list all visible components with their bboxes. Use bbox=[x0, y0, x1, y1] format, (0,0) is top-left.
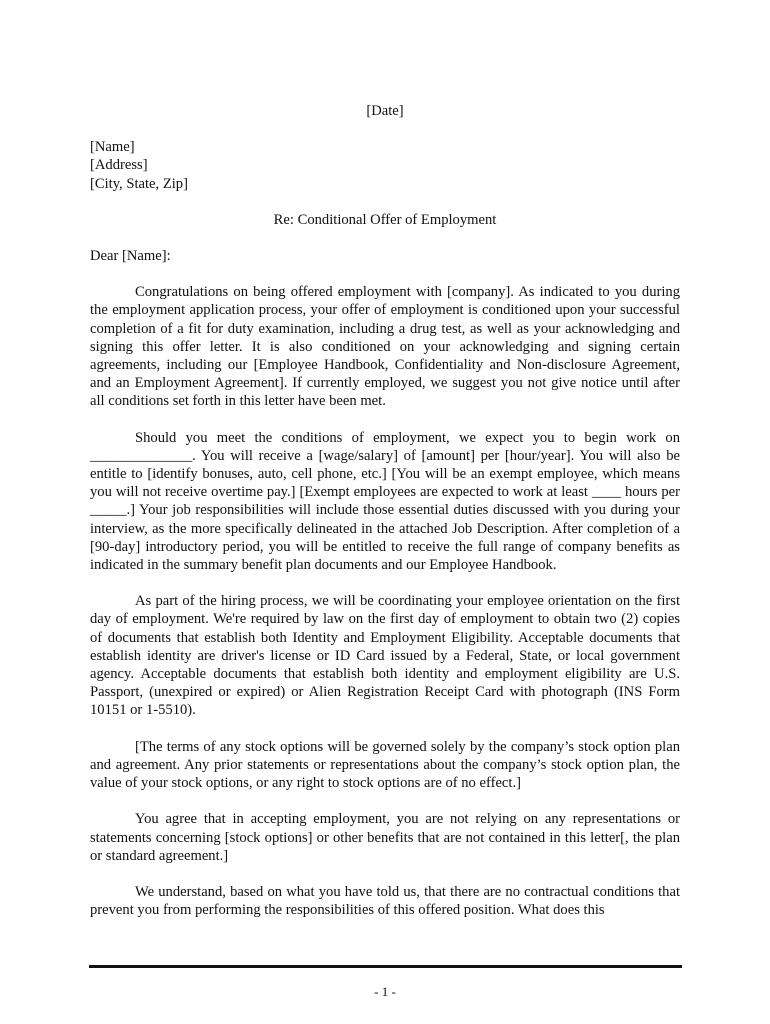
paragraph-conditions: Should you meet the conditions of employment, we expect you to begin work on ______________. You will receive a [wage/salary] of [amount] per [hour/year]. You will also be entitle to [identify bonuses, auto, cell phone, etc.] [You will be an exempt employee, which means you will not receive overtime pay.] [Exempt employees are expected to work at least ____ hours per _____.] Your job responsibilities will include those essential duties discussed with you during your interview, as the more specifically delineated in the attached Job Description. After completion of a [90-day] introductory period, you will be entitled to receive the full range of company benefits as indicated in the summary benefit plan documents and our Employee Handbook. bbox=[90, 429, 680, 574]
paragraph-stock-options: [The terms of any stock options will be governed solely by the company’s stock option plan and agreement. Any prior statements or representations about the company’s stock option plan, the value of your stock options, or any right to stock options are of no effect.] bbox=[90, 738, 680, 792]
subject-line: Re: Conditional Offer of Employment bbox=[273, 211, 497, 228]
letter-body bbox=[90, 102, 680, 937]
paragraph-representations: You agree that in accepting employment, you are not relying on any representations or statements concerning [stock options] or other benefits that are not contained in this letter[, the plan or standard agreement.] bbox=[90, 811, 680, 864]
recipient-address-block bbox=[90, 138, 680, 193]
recipient-name: [Name] bbox=[90, 139, 135, 156]
footer-divider bbox=[89, 965, 682, 968]
paragraph-contractual-conditions: We understand, based on what you have told us, that there are no contractual conditions that prevent you from performing the responsibilities of this offered position. What does this bbox=[90, 883, 680, 919]
paragraph-congratulations: Congratulations on being offered employment with [company]. As indicated to you during the employment application process, your offer of employment is conditioned upon your successful completion of a fit for duty examination, including a drug test, as well as your acknowledging and signing this offer letter. It is also conditioned on your acknowledging and signing certain agreements, including our [Employee Handbook, Confidentiality and Non-disclosure Agreement, and an Employment Agreement]. If currently employed, we suggest you not give notice until after all conditions set forth in this letter have been met. bbox=[90, 284, 680, 410]
recipient-address: [Address] bbox=[90, 157, 148, 174]
paragraph-hiring-process: As part of the hiring process, we will be coordinating your employee orientation on the first day of employment. We're required by law on the first day of employment to obtain two (2) copies of documents that establish both Identity and Employment Eligibility. Acceptable documents that establish identity are driver's license or ID Card issued by a Federal, State, or local government agency. Acceptable documents that establish both identity and employment eligibility are U.S. Passport, (unexpired or expired) or Alien Registration Receipt Card with photograph (INS Form 10151 or 1-5510). bbox=[90, 593, 680, 719]
recipient-city-state-zip: [City, State, Zip] bbox=[90, 175, 188, 192]
page-number: - 1 - bbox=[374, 984, 396, 999]
letter-date: [Date] bbox=[366, 103, 404, 119]
salutation: Dear [Name]: bbox=[90, 248, 171, 265]
